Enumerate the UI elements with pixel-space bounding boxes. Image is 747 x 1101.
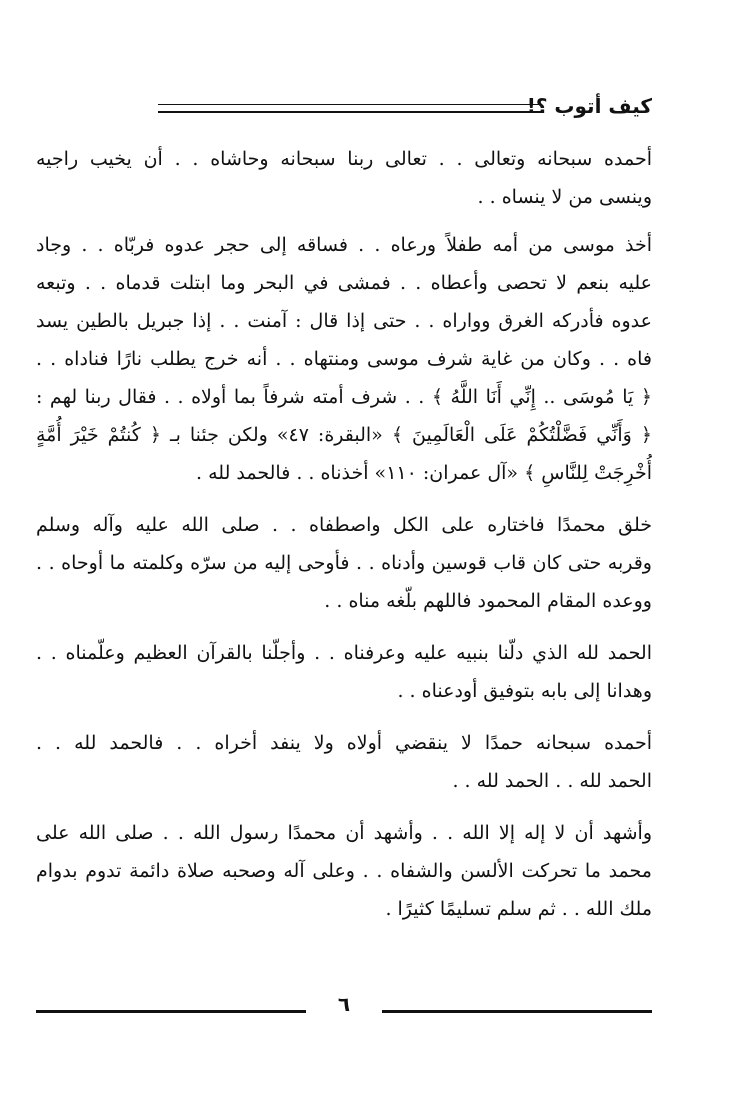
paragraph-5 — [36, 724, 652, 800]
page-body — [36, 140, 652, 928]
paragraph-line: أحمده سبحانه حمدًا لا ينقضي أولاه ولا ينفد أخراه . . فالحمد لله . . — [36, 732, 652, 754]
page-header — [38, 90, 652, 130]
paragraph-6 — [36, 814, 652, 928]
quran-verse-line: أُخْرِجَتْ لِلنَّاسِ ﴾ «آل عمران: ١١٠» أخذناه . . فالحمد لله . — [196, 462, 652, 484]
paragraph-line: عليه بنعم لا تحصى وأعطاه . . فمشى في البحر وما ابتلت قدماه . . وتبعه — [36, 272, 652, 294]
quran-verse-line: ﴿ يَا مُوسَى .. إِنِّي أَنَا اللَّهُ ﴾ . . شرف أمته شرفاً بما أولاه . . فقال ربنا لهم : — [36, 386, 652, 408]
page-footer — [36, 992, 652, 1022]
paragraph-line: ملك الله . . ثم سلم تسليمًا كثيرًا . — [385, 898, 652, 920]
paragraph-line: وقربه حتى كان قاب قوسين وأدناه . . فأوحى إليه من سرّه وكلمته ما أوحاه . . — [36, 552, 652, 574]
paragraph-1 — [36, 140, 652, 216]
header-rule-bottom — [158, 111, 542, 113]
paragraph-line: أخذ موسى من أمه طفلاً ورعاه . . فساقه إلى حجر عدوه فربّاه . . وجاد — [36, 234, 652, 256]
paragraph-line: محمد ما تحركت الألسن والشفاه . . وعلى آله وصحبه صلاة دائمة تدوم بدوام — [36, 860, 652, 882]
paragraph-line: خلق محمدًا فاختاره على الكل واصطفاه . . صلى الله عليه وآله وسلم — [36, 514, 652, 536]
paragraph-line: وهدانا إلى بابه بتوفيق أودعناه . . — [397, 680, 652, 702]
header-rule-top — [158, 104, 542, 105]
paragraph-2 — [36, 226, 652, 492]
paragraph-line: ووعده المقام المحمود فاللهم بلّغه مناه . . — [324, 590, 652, 612]
paragraph-line: عدوه فأدركه الغرق وواراه . . حتى إذا قال : آمنت . . إذا جبريل بالطين يسد — [36, 310, 652, 332]
paragraph-3 — [36, 506, 652, 620]
footer-rule-left — [36, 1010, 306, 1013]
quran-verse-line: ﴿ وَأَنِّي فَضَّلْتُكُمْ عَلَى الْعَالَمِينَ ﴾ «البقرة: ٤٧» ولكن جئنا بـ ﴿ كُنتُمْ خَيْرَ أُمَّةٍ — [36, 424, 652, 446]
paragraph-line: وينسى من لا ينساه . . — [477, 186, 652, 208]
paragraph-line: الحمد لله الذي دلّنا بنبيه عليه وعرفناه . . وأجلّنا بالقرآن العظيم وعلّمناه . . — [36, 642, 652, 664]
paragraph-line: وأشهد أن لا إله إلا الله . . وأشهد أن محمدًا رسول الله . . صلى الله على — [36, 822, 652, 844]
running-title: كيف أتوب ؟! — [526, 94, 652, 118]
page-number: ٦ — [337, 992, 351, 1016]
paragraph-line: فاه . . وكان من غاية شرف موسى ومنتهاه . . أنه خرج يطلب نارًا فناداه . . — [36, 348, 652, 370]
paragraph-4 — [36, 634, 652, 710]
paragraph-line: الحمد لله . . الحمد لله . . — [452, 770, 652, 792]
footer-rule-right — [382, 1010, 652, 1013]
paragraph-line: أحمده سبحانه وتعالى . . تعالى ربنا سبحانه وحاشاه . . أن يخيب راجيه — [36, 148, 652, 170]
